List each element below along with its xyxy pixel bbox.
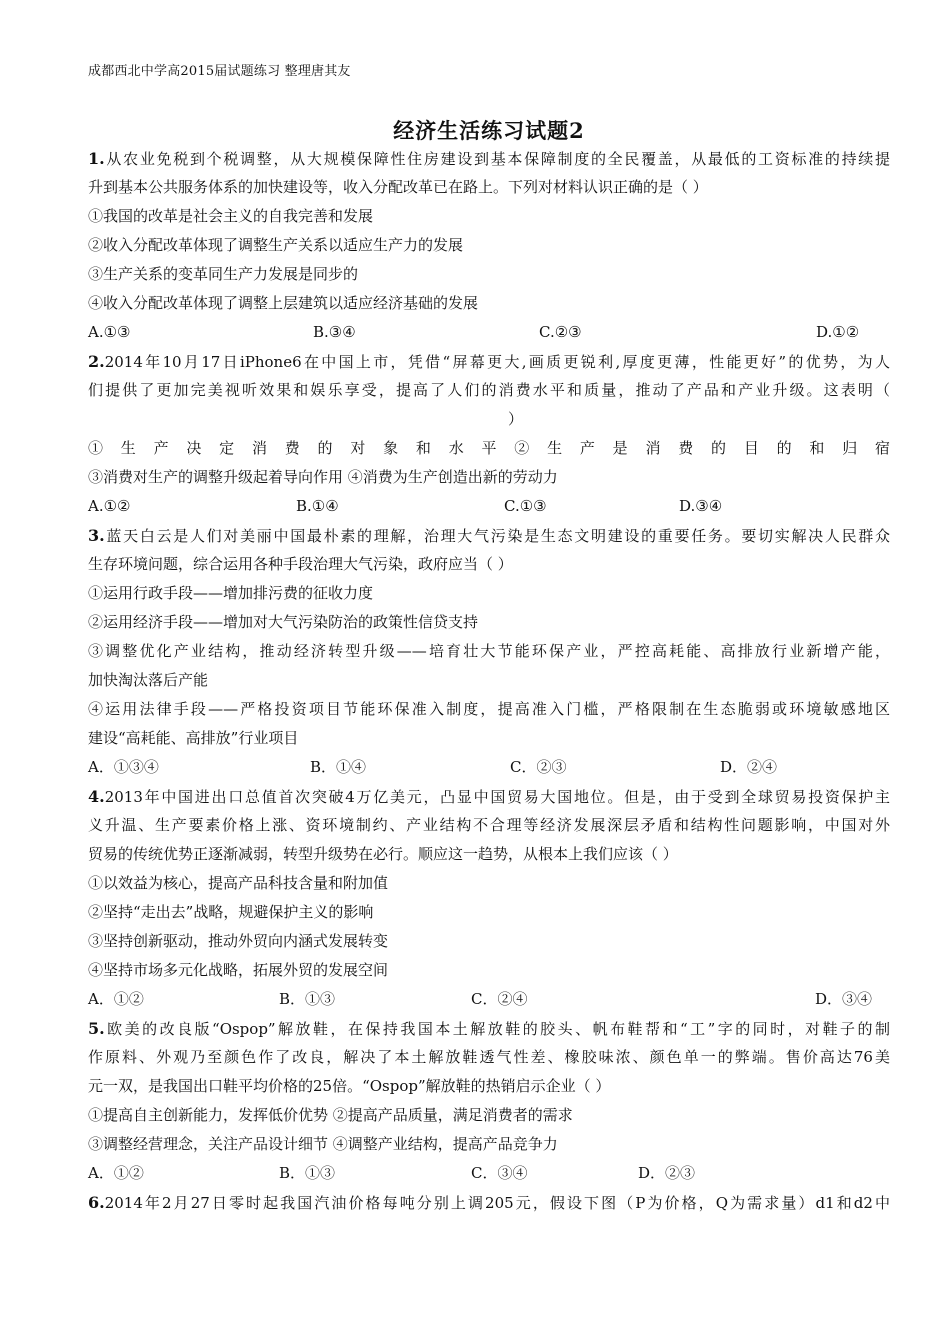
q1-options [88,318,890,347]
q4-statement-1: ①以效益为核心，提高产品科技含量和附加值 [88,874,389,892]
q1-stem-line-1 [88,144,890,173]
q3-statement-2: ②运用经济手段——增加对大气污染防治的政策性信贷支持 [88,613,479,631]
q2-stem-line-1 [88,347,890,376]
q5-stem-text-1: 欧美的改良版“Ospop”解放鞋，在保持我国本土解放鞋的胶头、帆布鞋帮和“工”字的同时，对鞋子的制 [104,1020,890,1038]
q2-options [88,492,890,521]
q2-option-a: A.①② [88,497,131,515]
q5-stem-line-2: 作原料、外观乃至颜色作了改良，解决了本土解放鞋透气性差、橡胶味浓、颜色单一的弊端。售价高达76美 [88,1048,890,1066]
q3-stem-line-2: 生存环境问题，综合运用各种手段治理大气污染，政府应当（ ） [88,555,513,573]
q5-stem-line-3: 元一双，是我国出口鞋平均价格的25倍。“Ospop”解放鞋的热销启示企业（ ） [88,1077,611,1095]
q2-statements-3-4: ③消费对生产的调整升级起着导向作用 ④消费为生产创造出新的劳动力 [88,468,558,486]
q5-options [88,1159,890,1188]
q1-option-c: C.②③ [539,323,582,341]
q5-option-b: B．①③ [279,1164,336,1182]
q2-statements-1-2: ① 生 产 决 定 消 费 的 对 象 和 水 平 ② 生 产 是 消 费 的 目 的 和 归 宿 [88,439,890,457]
q1-statement-2: ②收入分配改革体现了调整生产关系以适应生产力的发展 [88,236,464,254]
q4-stem-line-3: 贸易的传统优势正逐渐减弱，转型升级势在必行。顺应这一趋势，从根本上我们应该（ ） [88,845,678,863]
q3-option-b: B．①④ [310,758,367,776]
q3-option-c: C．②③ [510,758,567,776]
q4-statement-4: ④坚持市场多元化战略，拓展外贸的发展空间 [88,961,389,979]
q3-number: 3. [88,526,105,545]
q1-number: 1. [88,149,105,168]
q3-option-a: A．①③④ [88,758,159,776]
q1-option-b: B.③④ [313,323,356,341]
q1-stem-text-1: 从农业免税到个税调整，从大规模保障性住房建设到基本保障制度的全民覆盖，从最低的工资标准的持续提 [104,150,890,168]
q1-statement-3: ③生产关系的变革同生产力发展是同步的 [88,265,359,283]
q1-statement-1: ①我国的改革是社会主义的自我完善和发展 [88,207,374,225]
q4-statement-2: ②坚持“走出去”战略，规避保护主义的影响 [88,903,374,921]
q4-stem-line-2: 义升温、生产要素价格上涨、资环境制约、产业结构不合理等经济发展深层矛盾和结构性问题影响，中国对外 [88,816,890,834]
q5-number: 5. [88,1019,105,1038]
q3-statement-3b: 加快淘汰落后产能 [88,671,209,689]
q5-stem-line-1 [88,1014,890,1043]
q5-option-a: A．①② [88,1164,144,1182]
q6-number: 6. [88,1193,105,1212]
q3-statement-4a: ④运用法律手段——严格投资项目节能环保准入制度，提高准入门槛，严格限制在生态脆弱或环境敏感地区 [88,700,890,718]
q5-option-c: C．③④ [471,1164,528,1182]
q4-number: 4. [88,787,105,806]
q3-stem-text-1: 蓝天白云是人们对美丽中国最朴素的理解，治理大气污染是生态文明建设的重要任务。要切实解决人民群众 [104,527,890,545]
q5-option-d: D．②③ [638,1164,696,1182]
q4-options [88,985,890,1014]
q4-stem-line-1 [88,782,890,811]
q3-statement-1: ①运用行政手段——增加排污费的征收力度 [88,584,374,602]
q3-stem-line-1 [88,521,890,550]
q1-statement-4: ④收入分配改革体现了调整上层建筑以适应经济基础的发展 [88,294,479,312]
q5-statements-3-4: ③调整经营理念，关注产品设计细节 ④调整产业结构，提高产品竞争力 [88,1135,558,1153]
q4-statement-3: ③坚持创新驱动，推动外贸向内涵式发展转变 [88,932,389,950]
q4-option-b: B．①③ [279,990,336,1008]
q2-option-c: C.①③ [504,497,547,515]
q4-stem-text-1: 2013年中国进出口总值首次突破4万亿美元，凸显中国贸易大国地位。但是，由于受到全球贸易投资保护主 [104,788,890,806]
q2-stem-line-3: ） [508,410,524,428]
q3-options [88,753,890,782]
q1-stem-line-2: 升到基本公共服务体系的加快建设等，收入分配改革已在路上。下列对材料认识正确的是（ ） [88,178,708,196]
q6-stem-text-1: 2014年2月27日零时起我国汽油价格每吨分别上调205元，假设下图（P为价格，Q为需求量）d1和d2中 [104,1194,890,1212]
page-header: 成都西北中学高2015届试题练习 整理唐其友 [88,64,351,79]
q3-statement-3a: ③调整优化产业结构，推动经济转型升级——培育壮大节能环保产业，严控高耗能、高排放行业新增产能， [88,642,890,660]
q5-statements-1-2: ①提高自主创新能力，发挥低价优势 ②提高产品质量，满足消费者的需求 [88,1106,573,1124]
q2-number: 2. [88,352,105,371]
q2-option-d: D.③④ [679,497,723,515]
q3-option-d: D．②④ [720,758,778,776]
q4-option-c: C．②④ [471,990,528,1008]
q2-stem-text-1: 2014年10月17日iPhone6在中国上市，凭借“屏幕更大,画质更锐利,厚度更薄，性能更好”的优势，为人 [104,353,890,371]
q2-option-b: B.①④ [296,497,339,515]
q1-option-a: A.①③ [88,323,131,341]
page-title: 经济生活练习试题2 [393,118,585,143]
question-list [88,144,890,1217]
q4-option-d: D．③④ [815,990,873,1008]
q4-option-a: A．①② [88,990,144,1008]
q3-statement-4b: 建设“高耗能、高排放”行业项目 [88,729,299,747]
q6-stem-line-1 [88,1188,890,1217]
q2-stem-line-2: 们提供了更加完美视听效果和娱乐享受，提高了人们的消费水平和质量，推动了产品和产业升级。这表明（ [88,381,890,399]
q1-option-d: D.①② [816,323,860,341]
